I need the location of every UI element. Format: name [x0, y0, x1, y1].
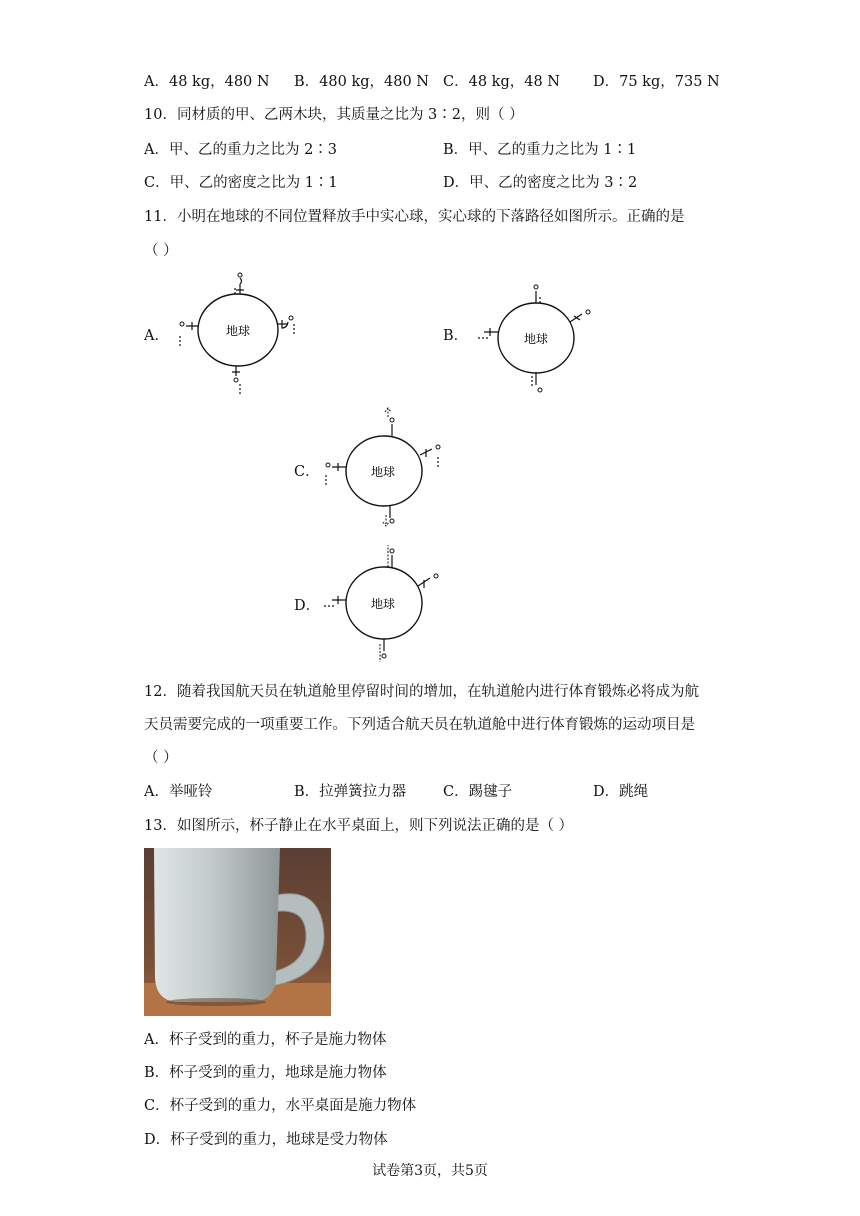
q9-option-c[interactable]: C．48 kg，48 N: [443, 74, 560, 90]
q9-option-b[interactable]: B．480 kg，480 N: [294, 74, 429, 90]
q12-stem-line3: （ ）: [144, 750, 178, 766]
q11-figure-b: [470, 272, 600, 397]
earth-label-c: 地球: [371, 465, 396, 479]
q11-option-d[interactable]: D．: [294, 598, 321, 614]
page-number: 试卷第3页，共5页: [372, 1163, 488, 1179]
page-footer: [0, 1160, 860, 1180]
q11-option-b[interactable]: B．: [443, 328, 469, 344]
q11-figure-c: [314, 405, 449, 530]
mug-photo: [144, 848, 331, 1016]
q11-option-c[interactable]: C．: [294, 464, 320, 480]
q13-option-c[interactable]: C．杯子受到的重力，水平桌面是施力物体: [144, 1098, 417, 1114]
q10-option-d[interactable]: D．甲、乙的密度之比为 3∶2: [443, 175, 638, 191]
q13-option-a[interactable]: A．杯子受到的重力，杯子是施力物体: [144, 1032, 387, 1048]
q12-option-c[interactable]: C．踢毽子: [443, 784, 513, 800]
q13-option-d[interactable]: D．杯子受到的重力，地球是受力物体: [144, 1132, 388, 1148]
q13-stem: 13．如图所示，杯子静止在水平桌面上，则下列说法正确的是（ ）: [144, 818, 574, 834]
q10-option-b[interactable]: B．甲、乙的重力之比为 1∶1: [443, 142, 637, 158]
q9-option-a[interactable]: A．48 kg，480 N: [144, 74, 270, 90]
q11-option-a[interactable]: A．: [144, 328, 169, 344]
earth-label-b: 地球: [524, 332, 549, 346]
q11-stem-line1: 11．小明在地球的不同位置释放手中实心球，实心球的下落路径如图所示。正确的是: [144, 209, 685, 225]
q12-stem-line1: 12．随着我国航天员在轨道舱里停留时间的增加，在轨道舱内进行体育锻炼必将成为航: [144, 684, 699, 700]
q12-option-a[interactable]: A．举哑铃: [144, 784, 213, 800]
q11-figure-d: [314, 540, 449, 670]
earth-label-d: 地球: [371, 597, 396, 611]
q12-option-b[interactable]: B．拉弹簧拉力器: [294, 784, 407, 800]
q11-stem-line2: （ ）: [144, 243, 178, 259]
q12-stem-line2: 天员需要完成的一项重要工作。下列适合航天员在轨道舱中进行体育锻炼的运动项目是: [144, 717, 695, 733]
earth-label-a: 地球: [226, 324, 251, 338]
q13-option-b[interactable]: B．杯子受到的重力，地球是施力物体: [144, 1065, 387, 1081]
q10-stem: 10．同材质的甲、乙两木块，其质量之比为 3∶2，则（ ）: [144, 107, 524, 123]
q10-option-c[interactable]: C．甲、乙的密度之比为 1∶1: [144, 175, 338, 191]
q9-option-d[interactable]: D．75 kg，735 N: [593, 74, 720, 90]
q11-figure-a: [170, 268, 310, 398]
q12-option-d[interactable]: D．跳绳: [593, 784, 649, 800]
q10-option-a[interactable]: A．甲、乙的重力之比为 2∶3: [144, 142, 338, 158]
